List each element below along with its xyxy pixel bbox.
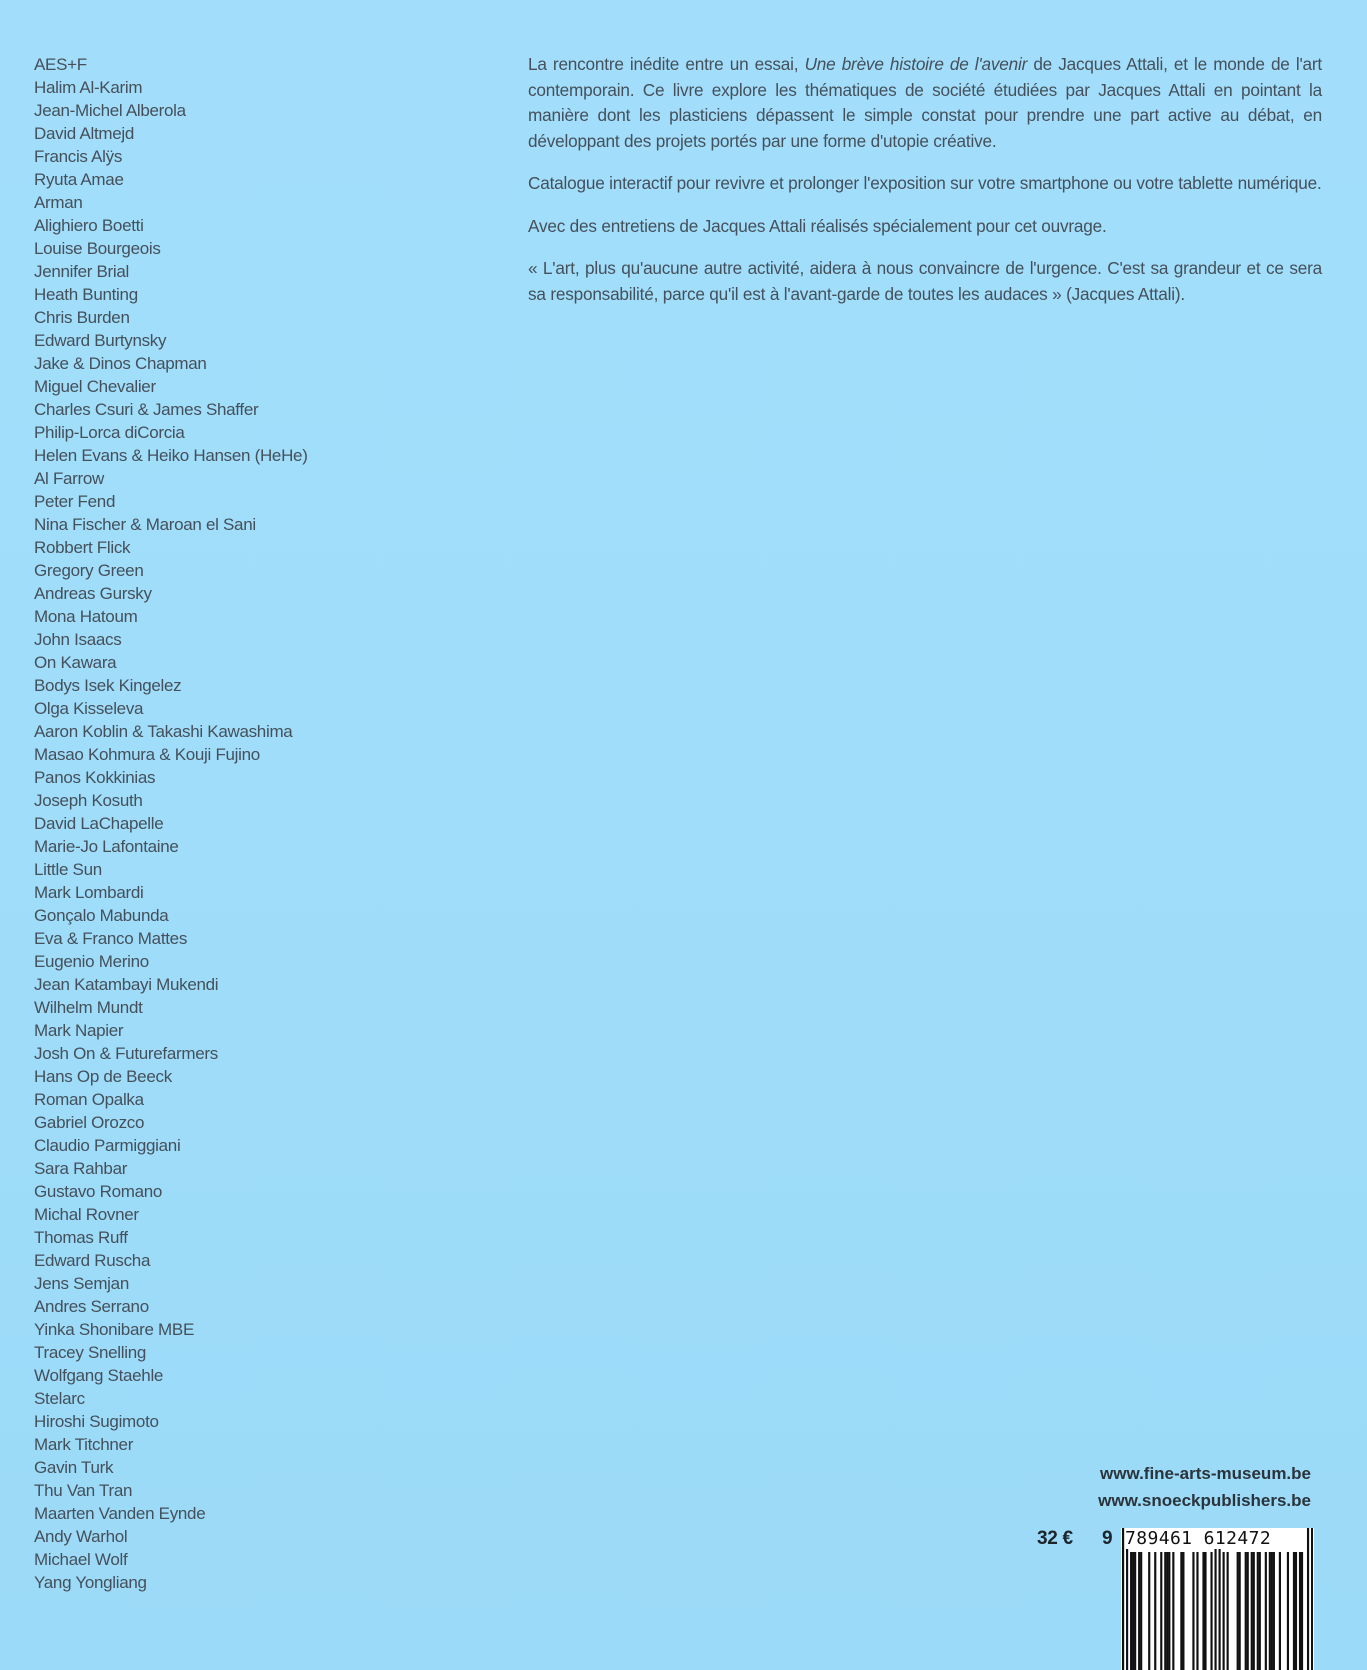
artist-list-item: Mark Napier [34,1021,124,1040]
artist-list-item: Hans Op de Beeck [34,1067,172,1086]
publisher-website-link[interactable]: www.snoeckpublishers.be [1098,1491,1311,1510]
artist-list-item: Mark Lombardi [34,883,144,902]
artist-list-item: Arman [34,193,83,212]
artist-list-item: Thomas Ruff [34,1228,128,1247]
artist-list-item: Gregory Green [34,561,144,580]
barcode-digits: 789461 612472 [1125,1528,1272,1549]
artist-list-item: John Isaacs [34,630,122,649]
artist-list-item: Louise Bourgeois [34,239,161,258]
barcode-bar [1293,1552,1295,1670]
barcode-bar [1214,1528,1216,1670]
artist-list-item: Gustavo Romano [34,1182,163,1201]
barcode-bar [1166,1552,1168,1670]
barcode-bar [1204,1552,1206,1670]
artist-list-item: Bodys Isek Kingelez [34,676,182,695]
artist-list-item: Olga Kisseleva [34,699,144,718]
artist-list-item: Wilhelm Mundt [34,998,143,1017]
artist-list-item: Claudio Parmiggiani [34,1136,181,1155]
artist-list-item: Mark Titchner [34,1435,134,1454]
barcode-bar [1132,1552,1134,1670]
artist-list-item: Jennifer Brial [34,262,130,281]
barcode-bar [1239,1552,1241,1670]
museum-website-link[interactable]: www.fine-arts-museum.be [1100,1464,1311,1483]
barcode-first-digit: 9 [1102,1528,1113,1549]
barcode-bar [1126,1528,1128,1670]
artist-list-item: Thu Van Tran [34,1481,133,1500]
price-label: 32 € [1037,1528,1073,1549]
artist-list-item: Nina Fischer & Maroan el Sani [34,515,256,534]
artist-list-item: Tracey Snelling [34,1343,147,1362]
artist-list-item: Miguel Chevalier [34,377,156,396]
barcode-bar [1138,1552,1140,1670]
artist-list-item: On Kawara [34,653,117,672]
artist-list-item: Charles Csuri & James Shaffer [34,400,259,419]
barcode-bar [1210,1552,1212,1670]
barcode-bar [1269,1552,1271,1670]
barcode-bar [1160,1552,1162,1670]
artist-list-item: Helen Evans & Heiko Hansen (HeHe) [34,446,308,465]
barcode-bar [1307,1528,1309,1670]
artist-list-item: Mona Hatoum [34,607,138,626]
barcode-bar [1172,1552,1174,1670]
barcode-bar [1134,1552,1136,1670]
barcode-bar [1245,1552,1247,1670]
artist-list-item: Andres Serrano [34,1297,149,1316]
artist-list [34,53,308,1594]
artist-list-item: Jens Semjan [34,1274,129,1293]
artist-list-item: Robbert Flick [34,538,131,557]
artist-list-item: Halim Al-Karim [34,78,143,97]
artist-list-item: Edward Burtynsky [34,331,167,350]
artist-list-item: Michael Wolf [34,1550,128,1569]
artist-list-item: Alighiero Boetti [34,216,144,235]
barcode-bar [1271,1552,1273,1670]
barcode-bar [1154,1552,1156,1670]
artist-list-item: Jean-Michel Alberola [34,101,186,120]
artist-list-item: Gabriel Orozco [34,1113,145,1132]
artist-list-item: Yinka Shonibare MBE [34,1320,194,1339]
barcode-bar [1295,1552,1297,1670]
barcode-bar [1227,1552,1229,1670]
artist-list-item: Andy Warhol [34,1527,128,1546]
barcode-bar [1164,1552,1166,1670]
artist-list-item: Edward Ruscha [34,1251,151,1270]
artist-list-item: Heath Bunting [34,285,138,304]
description-paragraph-catalogue: Catalogue interactif pour revivre et prolonger l'exposition sur votre smartphone ou votre tablette numérique. [528,173,1322,193]
artist-list-item: Francis Alÿs [34,147,123,166]
artist-list-item: Gavin Turk [34,1458,114,1477]
barcode-bar [1202,1552,1204,1670]
barcode-bar [1196,1552,1198,1670]
artist-list-item: Marie-Jo Lafontaine [34,837,179,856]
barcode-bar [1237,1552,1239,1670]
barcode-bar [1287,1552,1289,1670]
artist-list-item: Stelarc [34,1389,85,1408]
artist-list-item: Eva & Franco Mattes [34,929,188,948]
barcode-bar [1273,1552,1275,1670]
artist-list-item: David LaChapelle [34,814,164,833]
artist-list-item: Al Farrow [34,469,105,488]
description-paragraph-intro: La rencontre inédite entre un essai, Une brève histoire de l'avenir de Jacques Attali, et le monde de l'art contemporain. Ce livre explore les thématiques de société étudiées par Jacques Attali en pointant la manière dont les plasticiens dépassent le simple constat pour prendre une part active au débat, en développant des projets portés par une forme d'utopie créative. [528,54,1323,151]
artist-list-item: Jake & Dinos Chapman [34,354,207,373]
barcode-image [1122,1528,1313,1670]
barcode-bar [1192,1552,1194,1670]
artist-list-item: Hiroshi Sugimoto [34,1412,159,1431]
artist-list-item: Sara Rahbar [34,1159,128,1178]
barcode-bar [1259,1552,1261,1670]
artist-list-item: Eugenio Merino [34,952,149,971]
barcode-bar [1265,1552,1267,1670]
artist-list-item: Little Sun [34,860,102,879]
book-title: Une brève histoire de l'avenir [804,54,1028,74]
barcode-bar [1223,1552,1225,1670]
barcode-bar [1168,1552,1170,1670]
barcode-bar [1180,1552,1182,1670]
artist-list-item: Michal Rovner [34,1205,139,1224]
barcode-bar [1299,1552,1301,1670]
artist-list-item: Andreas Gursky [34,584,152,603]
artist-list-item: Roman Opalka [34,1090,144,1109]
website-links [1098,1460,1311,1514]
barcode-bar [1130,1552,1132,1670]
description-paragraph-interviews: Avec des entretiens de Jacques Attali réalisés spécialement pour cet ouvrage. [528,215,1107,236]
artist-list-item: Josh On & Futurefarmers [34,1044,218,1063]
barcode-bar [1247,1552,1249,1670]
artist-list-item: David Altmejd [34,124,135,143]
barcode-bar [1253,1552,1255,1670]
artist-list-item: Gonçalo Mabunda [34,906,169,925]
barcode-bar [1140,1552,1142,1670]
barcode-bar [1301,1552,1303,1670]
barcode-bar [1122,1528,1124,1670]
barcode-bar [1257,1552,1259,1670]
artist-list-item: Peter Fend [34,492,116,511]
artist-list-item: Panos Kokkinias [34,768,156,787]
artist-list-item: Wolfgang Staehle [34,1366,164,1385]
artist-list-item: Joseph Kosuth [34,791,143,810]
barcode-bar [1279,1552,1281,1670]
artist-list-item: AES+F [34,55,87,74]
artist-list-item: Ryuta Amae [34,170,124,189]
barcode-bar [1148,1552,1150,1670]
artist-list-item: Philip-Lorca diCorcia [34,423,185,442]
artist-list-item: Aaron Koblin & Takashi Kawashima [34,722,293,741]
artist-list-item: Jean Katambayi Mukendi [34,975,219,994]
artist-list-item: Yang Yongliang [34,1573,147,1592]
description-paragraph-quote: « L'art, plus qu'aucune autre activité, aidera à nous convaincre de l'urgence. C'est sa grandeur et ce sera sa responsabilité, parce qu'il est à l'avant-garde de toutes les audaces » (Jacques Attali). [528,258,1322,304]
artist-list-item: Chris Burden [34,308,130,327]
artist-list-item: Masao Kohmura & Kouji Fujino [34,745,260,764]
barcode-bar [1311,1528,1313,1670]
artist-list-item: Maarten Vanden Eynde [34,1504,206,1523]
barcode-bar [1182,1552,1184,1670]
description-block [528,52,1322,324]
barcode-bar [1251,1552,1253,1670]
barcode-bar [1219,1528,1221,1670]
